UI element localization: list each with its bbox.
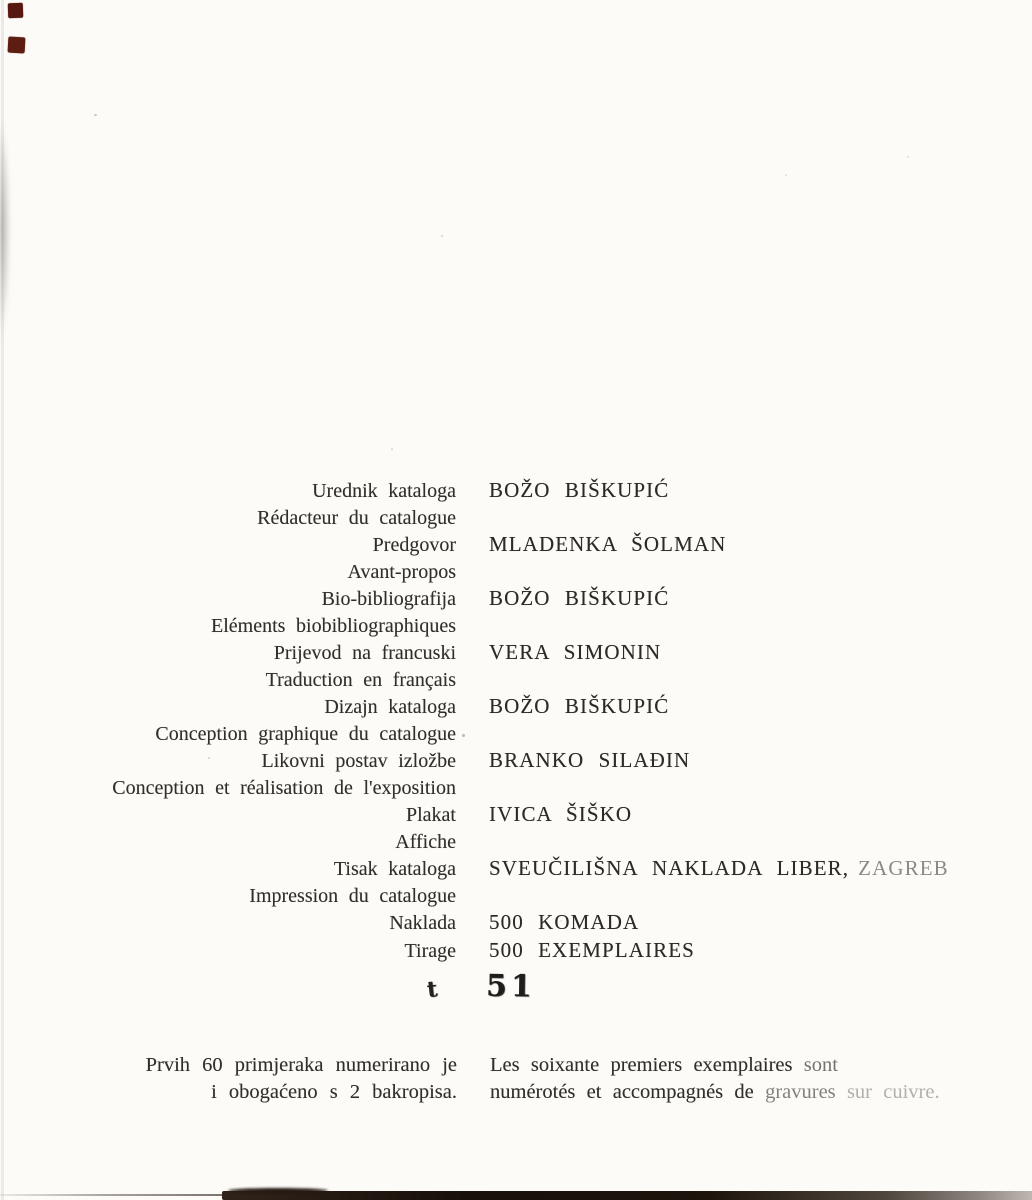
credit-row [0,531,1032,559]
credit-value: IVICA ŠIŠKO [489,802,633,826]
dust-speck [785,174,787,176]
credit-row [0,855,1032,883]
text-line: i obogaćeno s 2 bakropisa. [211,1081,457,1103]
credits-list [0,477,1032,964]
text-segment-faded: sur cuivre. [846,1081,940,1103]
dust-speck [391,448,393,450]
credit-label: Plakat [406,804,456,826]
text-segment: Les soixante premiers exemplaires [490,1054,793,1076]
credit-label: Conception graphique du catalogue [155,722,456,745]
credit-label: Avant-propos [347,560,456,583]
credit-label: Prijevod na francuski [273,642,456,664]
page-bottom-edge-line [0,1194,260,1197]
credit-value: BOŽO BIŠKUPIĆ [489,586,670,610]
credit-label: Predgovor [372,534,456,556]
credit-row [0,639,1032,667]
credit-value: MLADENKA ŠOLMAN [489,532,727,556]
page-left-edge-shadow [0,80,24,410]
credit-row [0,613,1032,640]
credit-row [0,585,1032,613]
text-segment-faded: sont [803,1054,838,1076]
edition-note-french [490,1052,1032,1106]
text-line: Prvih 60 primjeraka numerirano je [145,1054,457,1076]
text-segment-faded: gravures [765,1081,836,1103]
credit-label: Tisak kataloga [333,858,456,880]
credit-label: Rédacteur du catalogue [257,506,456,529]
credit-label: Likovni postav izložbe [261,750,456,772]
text-line [490,1052,1032,1079]
credit-row [0,667,1032,694]
text-segment: numérotés et accompagnés de [490,1081,754,1103]
credit-value [489,855,949,882]
dust-speck [907,156,909,158]
credit-row [0,775,1032,802]
credit-row [0,937,1032,965]
credit-row [0,693,1032,721]
credit-label: Naklada [389,912,456,934]
credit-value: 500 KOMADA [489,910,640,934]
credit-row [0,909,1032,937]
credit-value: BRANKO SILAĐIN [489,748,691,772]
text-line [490,1079,1032,1106]
credit-row [0,801,1032,829]
credit-row [0,883,1032,910]
credit-value: VERA SIMONIN [489,640,662,664]
edition-number-stamp: 51 [485,968,536,1005]
credit-label: Traduction en français [265,668,456,691]
credit-value: BOŽO BIŠKUPIĆ [489,478,670,502]
ink-mark: t [425,976,439,1004]
credit-label: Affiche [395,830,456,853]
credit-label: Dizajn kataloga [324,696,456,718]
credit-row [0,505,1032,532]
credit-label: Eléments biobibliographiques [210,614,456,637]
credit-label: Bio-bibliografija [321,588,456,610]
credit-value: BOŽO BIŠKUPIĆ [489,694,670,718]
publisher-name: SVEUČILIŠNA NAKLADA LIBER, [489,856,850,880]
credit-row [0,477,1032,505]
publisher-city-faded: ZAGREB [858,856,949,880]
credit-label: Urednik kataloga [312,480,456,502]
credit-row [0,747,1032,775]
corner-ink-mark [8,37,26,54]
credit-label: Tirage [404,939,456,962]
credit-label: Impression du catalogue [249,884,456,907]
dust-speck [94,114,97,116]
credit-row [0,829,1032,856]
page-bottom-edge-shadow [222,1191,1032,1200]
corner-ink-mark [8,3,24,19]
credit-label: Conception et réalisation de l'exposition [112,776,456,799]
credit-value: 500 EXEMPLAIRES [489,937,695,962]
credit-row [0,559,1032,586]
edition-note-croatian [0,1052,457,1106]
dust-speck [441,235,443,237]
credit-row [0,721,1032,748]
